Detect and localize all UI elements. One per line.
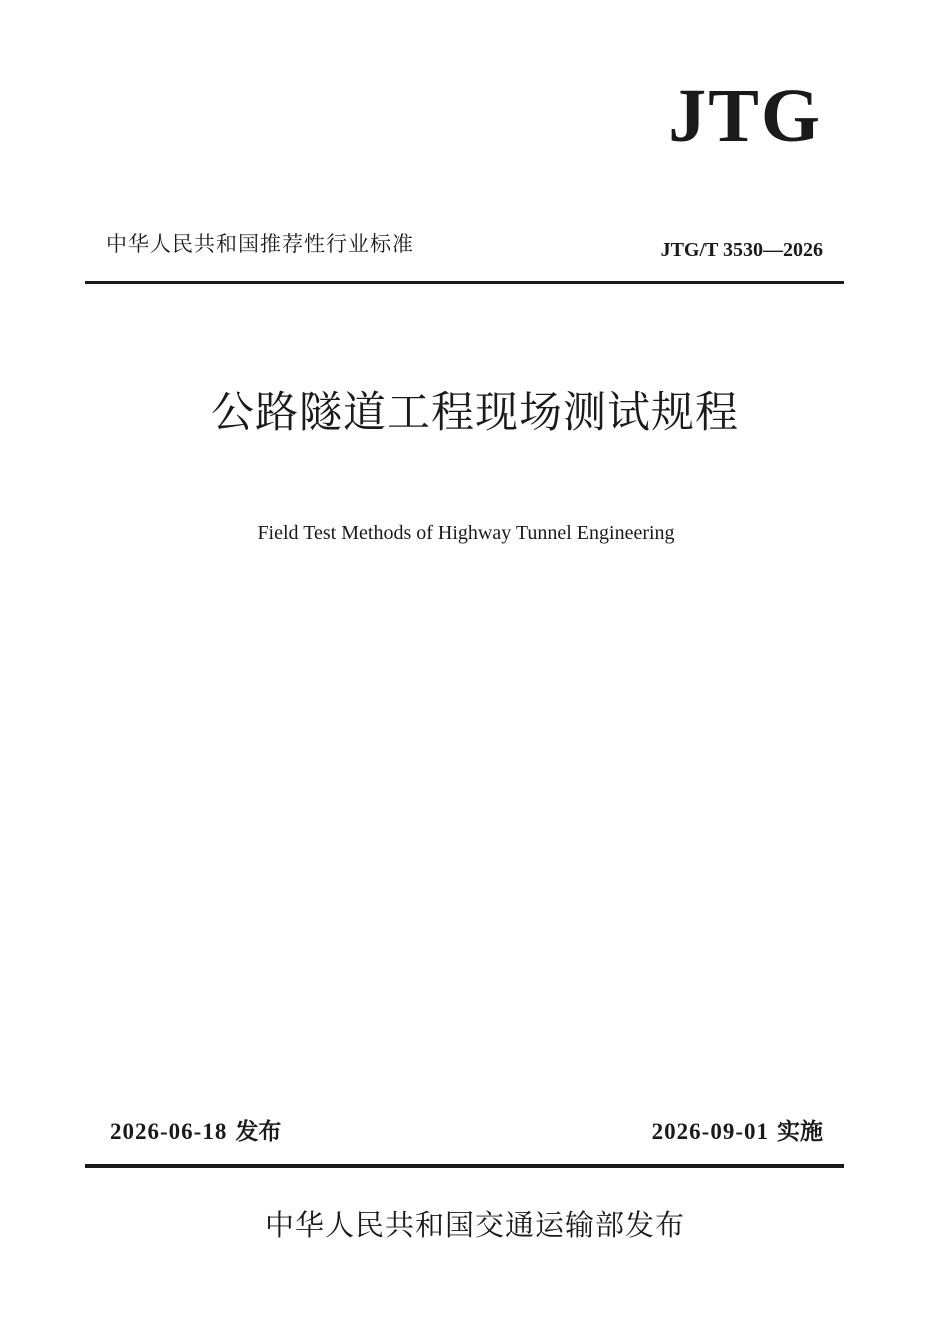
issue-label: 发布 (235, 1119, 282, 1145)
implement-date: 2026-09-01 (651, 1119, 769, 1144)
implement-date-block (652, 1120, 823, 1144)
top-divider (85, 281, 844, 284)
standard-category: 中华人民共和国推荐性行业标准 (106, 232, 414, 256)
standard-code: JTG/T 3530—2026 (660, 239, 823, 261)
implement-label: 实施 (777, 1119, 823, 1145)
issue-date-block (110, 1120, 281, 1144)
issue-date: 2026-06-18 (110, 1119, 228, 1144)
jtg-logo: JTG (668, 74, 822, 158)
document-title-chinese: 公路隧道工程现场测试规程 (211, 388, 739, 438)
document-title-english: Field Test Methods of Highway Tunnel Engineering (257, 522, 675, 544)
publisher: 中华人民共和国交通运输部发布 (264, 1208, 685, 1242)
bottom-divider (85, 1164, 844, 1168)
